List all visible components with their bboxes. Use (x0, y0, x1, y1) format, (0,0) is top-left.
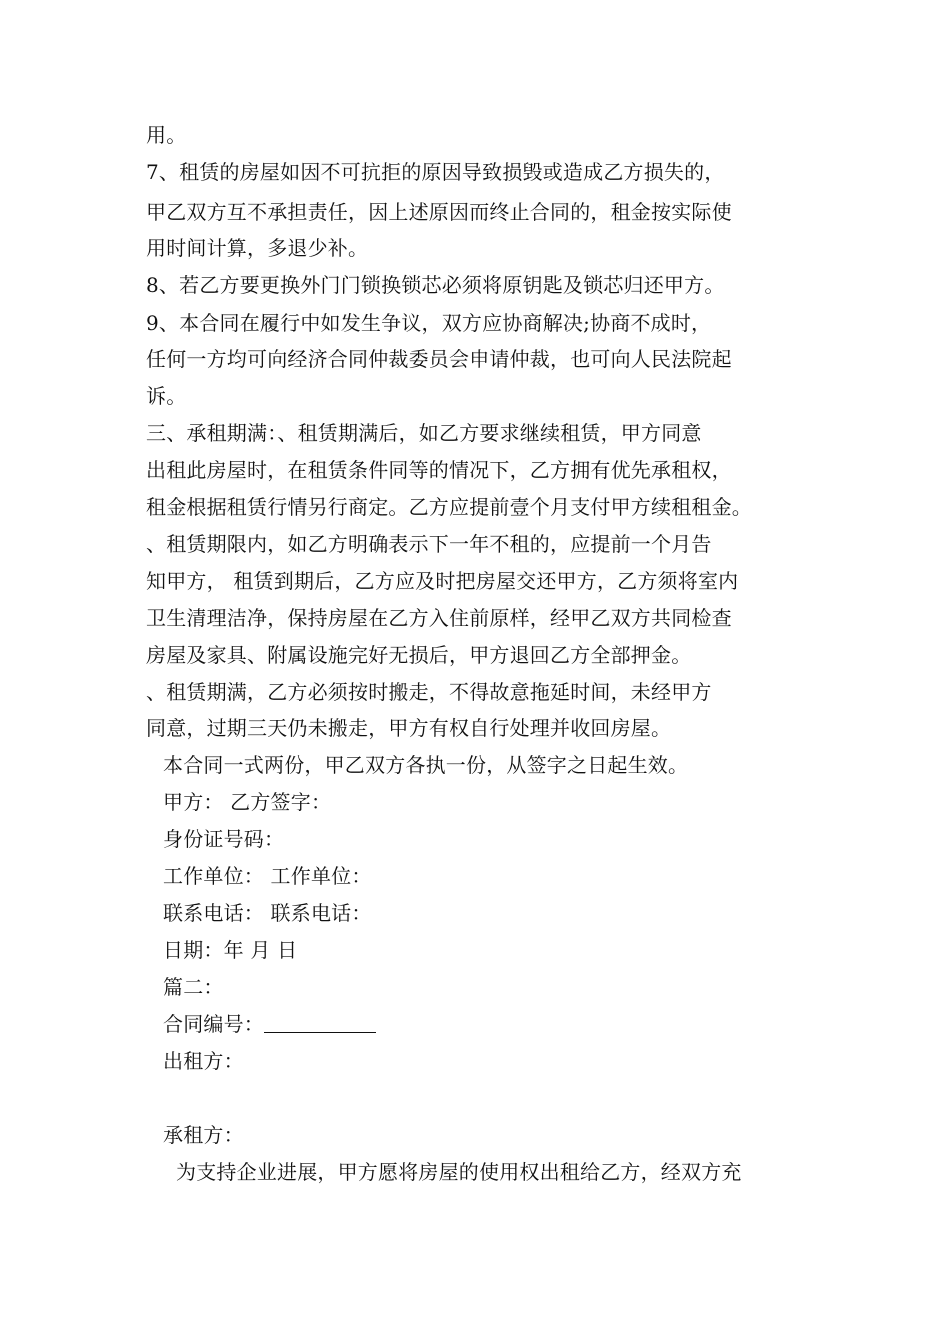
text-line: 租金根据租赁行情另行商定。乙方应提前壹个月支付甲方续租租金。 (146, 495, 752, 519)
clause-8: 8、若乙方要更换外门门锁换锁芯必须将原钥匙及锁芯归还甲方。 (146, 273, 725, 297)
text-line: 诉。 (146, 384, 187, 408)
text-line: 房屋及家具、附属设施完好无损后，甲方退回乙方全部押金。 (146, 643, 692, 667)
text-line: 用时间计算，多退少补。 (146, 236, 369, 260)
signature-party-a: 甲方： 乙方签字： (163, 790, 332, 814)
text-line: 出租此房屋时，在租赁条件同等的情况下，乙方拥有优先承租权， (146, 458, 732, 482)
contract-number-row (163, 1010, 828, 1038)
text-line: 用。 (146, 123, 187, 147)
text-line: 、租赁期限内，如乙方明确表示下一年不租的，应提前一个月告 (146, 532, 712, 556)
text-line: 为支持企业进展，甲方愿将房屋的使用权出租给乙方，经双方充 (176, 1160, 742, 1184)
text-line: 任何一方均可向经济合同仲裁委员会申请仲裁，也可向人民法院起 (146, 347, 732, 371)
section-3-heading: 三、承租期满：、租赁期满后，如乙方要求继续租赁，甲方同意 (146, 421, 702, 445)
signature-date: 日期：年 月 日 (163, 938, 298, 962)
contract-number-label: 合同编号： (163, 1012, 264, 1036)
signature-work-unit: 工作单位： 工作单位： (163, 864, 372, 888)
contract-number-blank (264, 1012, 376, 1033)
validity-statement: 本合同一式两份，甲乙双方各执一份，从签字之日起生效。 (163, 753, 689, 777)
text-line: 同意，过期三天仍未搬走，甲方有权自行处理并收回房屋。 (146, 716, 672, 740)
lessor-label: 出租方： (163, 1049, 244, 1073)
clause-7: 7、租赁的房屋如因不可抗拒的原因导致损毁或造成乙方损失的， (146, 160, 725, 184)
text-line: 甲乙双方互不承担责任，因上述原因而终止合同的，租金按实际使 (146, 200, 732, 224)
text-line: 卫生清理洁净，保持房屋在乙方入住前原样，经甲乙双方共同检查 (146, 606, 732, 630)
part-two-heading: 篇二： (163, 975, 224, 999)
text-line: 知甲方， 租赁到期后，乙方应及时把房屋交还甲方，乙方须将室内 (146, 569, 739, 593)
signature-id-number: 身份证号码： (163, 827, 285, 851)
lessee-label: 承租方： (163, 1123, 244, 1147)
signature-phone: 联系电话： 联系电话： (163, 901, 372, 925)
clause-9: 9、本合同在履行中如发生争议，双方应协商解决;协商不成时， (146, 311, 712, 335)
text-line: 、租赁期满，乙方必须按时搬走，不得故意拖延时间，未经甲方 (146, 680, 712, 704)
